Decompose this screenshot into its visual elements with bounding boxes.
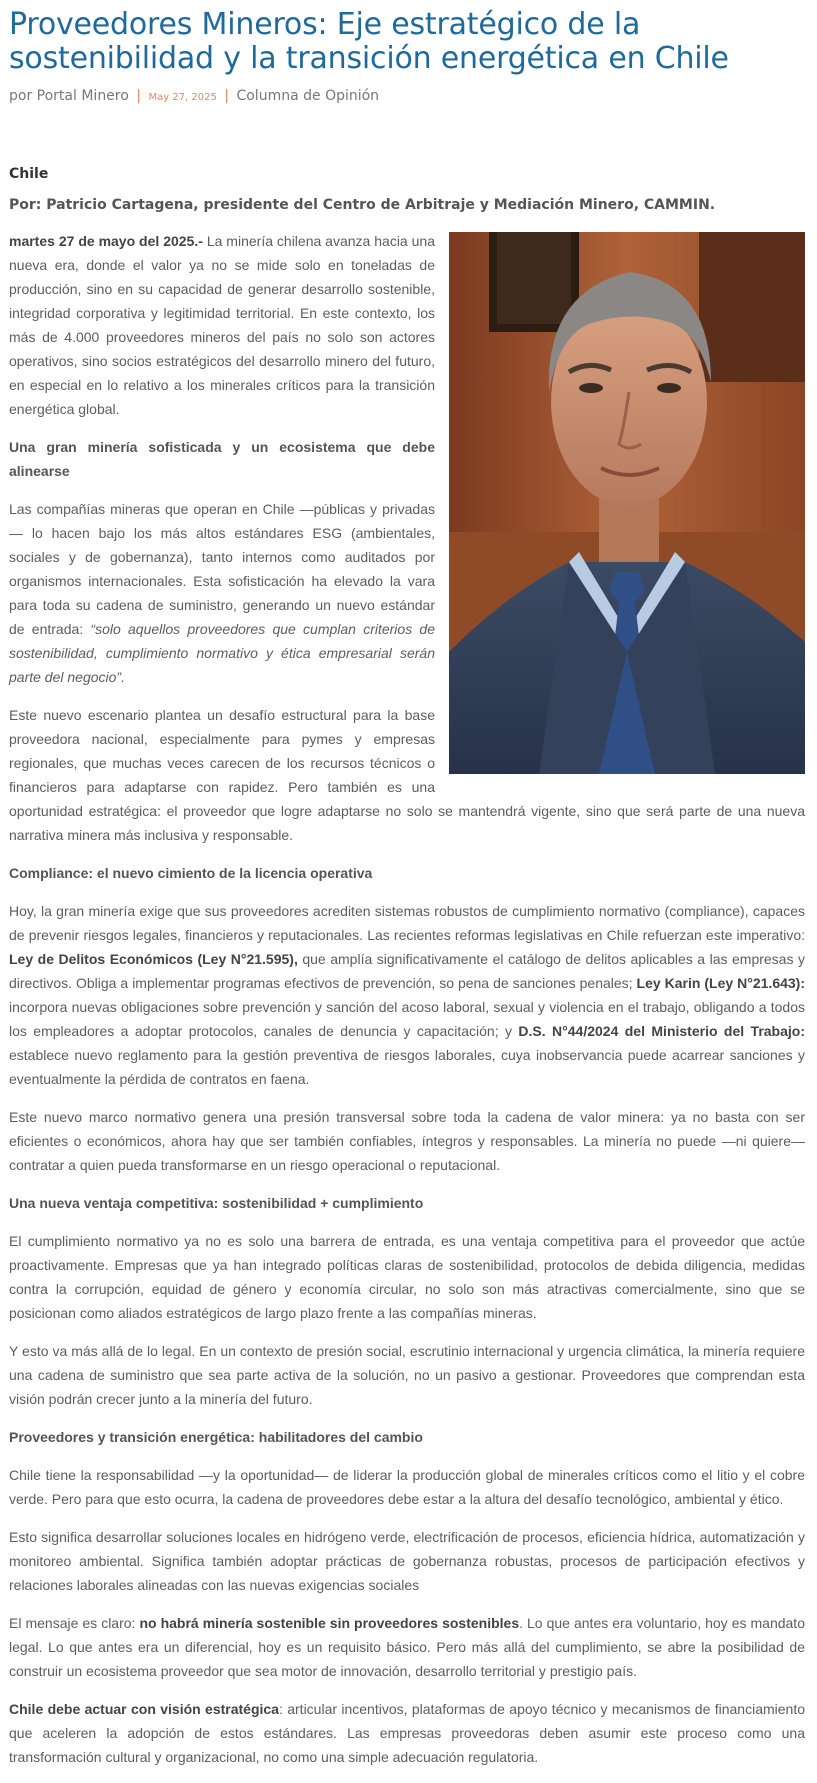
meta-category-link[interactable]: Columna de Opinión xyxy=(236,88,380,104)
portrait-image xyxy=(449,232,805,774)
paragraph: Y esto va más allá de lo legal. En un contexto de presión social, escrutinio internacional y urgencia climática, la minería requiere una cadena de suministro que sea parte activa de la solución, no un pasivo a gestionar. Proveedores que comprendan esta visión podrán crecer junto a la minería del futuro. xyxy=(9,1343,805,1407)
paragraph: El cumplimiento normativo ya no es solo una barrera de entrada, es una ventaja competitiva para el proveedor que actúe proactivamente. Empresas que ya han integrado políticas claras de sostenibilidad, protocolos de debida diligencia, medidas contra la corrupción, equidad de género y economía circular, no solo son más atractivas comercialmente, sino que se posicionan como aliados estratégicos de largo plazo frente a las compañías mineras. xyxy=(9,1233,805,1321)
key-statement: Chile debe actuar con visión estratégica xyxy=(9,1701,279,1717)
section-heading: Proveedores y transición energética: habilitadores del cambio xyxy=(9,1429,423,1445)
post-meta xyxy=(9,88,805,108)
author-portrait xyxy=(449,232,805,774)
paragraph xyxy=(9,1697,805,1769)
key-statement: no habrá minería sostenible sin proveedores sostenibles xyxy=(139,1615,520,1631)
section-heading: Compliance: el nuevo cimiento de la licencia operativa xyxy=(9,865,373,881)
meta-date: May 27, 2025 xyxy=(148,92,217,103)
paragraph-text: incorpora nuevas obligaciones sobre prevención y sanción del acoso laboral, sexual y violencia en el trabajo, obligando a todos los empleadores a adoptar protocolos, canales de denuncia y capacitación; y xyxy=(9,999,805,1039)
meta-separator: | xyxy=(136,88,141,104)
quote: “solo aquellos proveedores que cumplan criterios de sostenibilidad, cumplimiento normativo y ética empresarial serán parte del negocio”. xyxy=(9,621,435,685)
paragraph-text: establece nuevo reglamento para la gestión preventiva de riesgos laborales, cuya inobservancia puede acarrear sanciones y eventualmente la pérdida de contratos en faena. xyxy=(9,1047,805,1087)
paragraph: Esto significa desarrollar soluciones locales en hidrógeno verde, electrificación de procesos, eficiencia hídrica, automatización y monitoreo ambiental. Significa también adoptar prácticas de gobernanza robustas, procesos de participación efectivos y relaciones laborales alineadas con las nuevas exigencias sociales xyxy=(9,1529,805,1593)
meta-separator: | xyxy=(224,88,230,104)
page-title: Proveedores Mineros: Eje estratégico de la sostenibilidad y la transición energética en Chile xyxy=(9,7,729,76)
paragraph-text: que amplía significativamente el catálogo de delitos aplicables a las empresas y directivos. Obliga a implementar programas efectivos de prevención, so pena de sanciones penales; xyxy=(9,951,805,991)
article-byline: Por: Patricio Cartagena, presidente del Centro de Arbitraje y Mediación Minero, CAMMIN. xyxy=(9,197,716,213)
law-name: D.S. N°44/2024 del Ministerio del Trabajo: xyxy=(518,1023,805,1039)
paragraph xyxy=(9,899,805,1091)
paragraph-text: . Lo que antes era voluntario, hoy es mandato legal. Lo que antes era un diferencial, hoy es un requisito básico. Pero más allá del cumplimiento, se abre la posibilidad de construir un ecosistema proveedor que sea motor de innovación, desarrollo territorial y prestigio país. xyxy=(9,1615,805,1679)
meta-author-prefix: por xyxy=(9,88,33,104)
dateline: martes 27 de mayo del 2025.- xyxy=(9,233,203,249)
paragraph: Este nuevo escenario plantea un desafío estructural para la base proveedora nacional, especialmente para pymes y empresas regionales, que muchas veces carecen de los recursos técnicos o financieros para adaptarse con rapidez. Pero también es una oportunidad estratégica: el proveedor que logre adaptarse no solo se mantendrá vigente, sino que será parte de una nueva narrativa minera más inclusiva y responsable. xyxy=(9,707,805,843)
article-body xyxy=(9,229,805,1769)
section-heading: Una gran minería sofisticada y un ecosistema que debe alinearse xyxy=(9,439,435,479)
meta-author-link[interactable]: Portal Minero xyxy=(36,88,129,104)
section-heading: Una nueva ventaja competitiva: sostenibilidad + cumplimiento xyxy=(9,1195,424,1211)
paragraph-text: Las compañías mineras que operan en Chile —públicas y privadas— lo hacen bajo los más altos estándares ESG (ambientales, sociales y de gobernanza), tanto internos como auditados por organismos internacionales. Esta sofisticación ha elevado la vara para toda su cadena de suministro, generando un nuevo estándar de entrada: xyxy=(9,501,435,637)
paragraph xyxy=(9,1611,805,1683)
law-name: Ley de Delitos Económicos (Ley N°21.595), xyxy=(9,951,298,967)
paragraph-text: Hoy, la gran minería exige que sus proveedores acrediten sistemas robustos de cumplimiento normativo (compliance), capaces de prevenir riesgos legales, financieros y reputacionales. Las recientes reformas legislativas en Chile refuerzan este imperativo: xyxy=(9,903,805,943)
article-country: Chile xyxy=(9,166,49,182)
paragraph: Chile tiene la responsabilidad —y la oportunidad— de liderar la producción global de minerales críticos como el litio y el cobre verde. Pero para que esto ocurra, la cadena de proveedores debe estar a la altura del desafío tecnológico, ambiental y ético. xyxy=(9,1467,805,1507)
paragraph-text: La minería chilena avanza hacia una nueva era, donde el valor ya no se mide solo en toneladas de producción, sino en su capacidad de generar desarrollo sostenible, integridad corporativa y legitimidad territorial. En este contexto, los más de 4.000 proveedores mineros del país no solo son actores operativos, sino socios estratégicos del desarrollo minero del futuro, en especial en lo relativo a los minerales críticos para la transición energética global. xyxy=(9,233,435,417)
paragraph: Este nuevo marco normativo genera una presión transversal sobre toda la cadena de valor minera: ya no basta con ser eficientes o económicos, ahora hay que ser también confiables, íntegros y responsables. La minería no puede —ni quiere— contratar a quien pueda transformarse en un riesgo operacional o reputacional. xyxy=(9,1109,805,1173)
paragraph-text: : articular incentivos, plataformas de apoyo técnico y mecanismos de financiamiento que aceleren la adopción de estos estándares. Las empresas proveedoras deben asumir este proceso como una transformación cultural y organizacional, no como una simple adecuación regulatoria. xyxy=(9,1701,806,1765)
paragraph-text: El mensaje es claro: xyxy=(9,1615,140,1631)
law-name: Ley Karin (Ley N°21.643): xyxy=(636,975,805,991)
article-page xyxy=(9,0,805,1783)
